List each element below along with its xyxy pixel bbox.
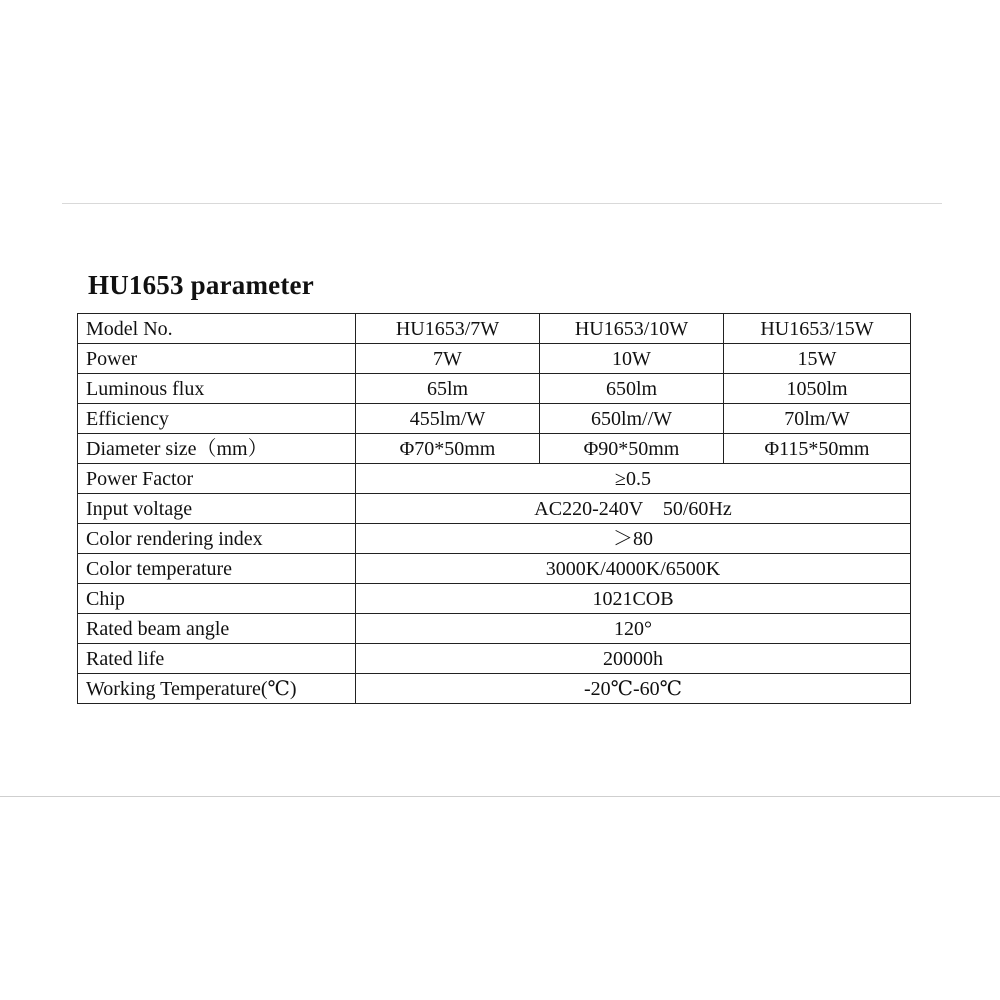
table-row-rated-life: [78, 644, 911, 674]
value-cell: 7W: [356, 344, 540, 374]
value-cell: 3000K/4000K/6500K: [356, 554, 911, 584]
top-divider: [62, 203, 942, 204]
value-cell: 1050lm: [724, 374, 911, 404]
value-cell: ＞80: [356, 524, 911, 554]
value-cell: ≥0.5: [356, 464, 911, 494]
table-row-color-temperature: [78, 554, 911, 584]
table-row-chip: [78, 584, 911, 614]
table-row-efficiency: [78, 404, 911, 434]
table-row-luminous-flux: [78, 374, 911, 404]
model-cell: HU1653/7W: [356, 314, 540, 344]
value-cell: 650lm//W: [540, 404, 724, 434]
table-row-power-factor: [78, 464, 911, 494]
row-label: Color temperature: [78, 554, 356, 584]
value-cell: 65lm: [356, 374, 540, 404]
row-label: Power Factor: [78, 464, 356, 494]
row-label: Luminous flux: [78, 374, 356, 404]
value-cell: Φ90*50mm: [540, 434, 724, 464]
value-cell: 1021COB: [356, 584, 911, 614]
value-cell: -20℃-60℃: [356, 674, 911, 704]
row-label: Rated life: [78, 644, 356, 674]
value-cell: 15W: [724, 344, 911, 374]
row-label: Input voltage: [78, 494, 356, 524]
row-label: Efficiency: [78, 404, 356, 434]
table-row-color-rendering-index: [78, 524, 911, 554]
value-cell: 10W: [540, 344, 724, 374]
table-row-model: [78, 314, 911, 344]
row-label: Rated beam angle: [78, 614, 356, 644]
row-label: Diameter size（mm）: [78, 434, 356, 464]
value-cell: 650lm: [540, 374, 724, 404]
parameter-table: [77, 313, 911, 704]
table-row-input-voltage: [78, 494, 911, 524]
model-cell: HU1653/10W: [540, 314, 724, 344]
value-cell: Φ115*50mm: [724, 434, 911, 464]
table-row-working-temperature: [78, 674, 911, 704]
table-row-diameter-size: [78, 434, 911, 464]
value-cell: AC220-240V 50/60Hz: [356, 494, 911, 524]
table-row-rated-beam-angle: [78, 614, 911, 644]
row-label: Model No.: [78, 314, 356, 344]
row-label: Chip: [78, 584, 356, 614]
model-cell: HU1653/15W: [724, 314, 911, 344]
value-cell: 70lm/W: [724, 404, 911, 434]
page-title: HU1653 parameter: [88, 270, 314, 300]
value-cell: 455lm/W: [356, 404, 540, 434]
table-row-power: [78, 344, 911, 374]
value-cell: 20000h: [356, 644, 911, 674]
row-label: Working Temperature(℃): [78, 674, 356, 704]
bottom-divider: [0, 796, 1000, 797]
row-label: Color rendering index: [78, 524, 356, 554]
row-label: Power: [78, 344, 356, 374]
value-cell: 120°: [356, 614, 911, 644]
value-cell: Φ70*50mm: [356, 434, 540, 464]
